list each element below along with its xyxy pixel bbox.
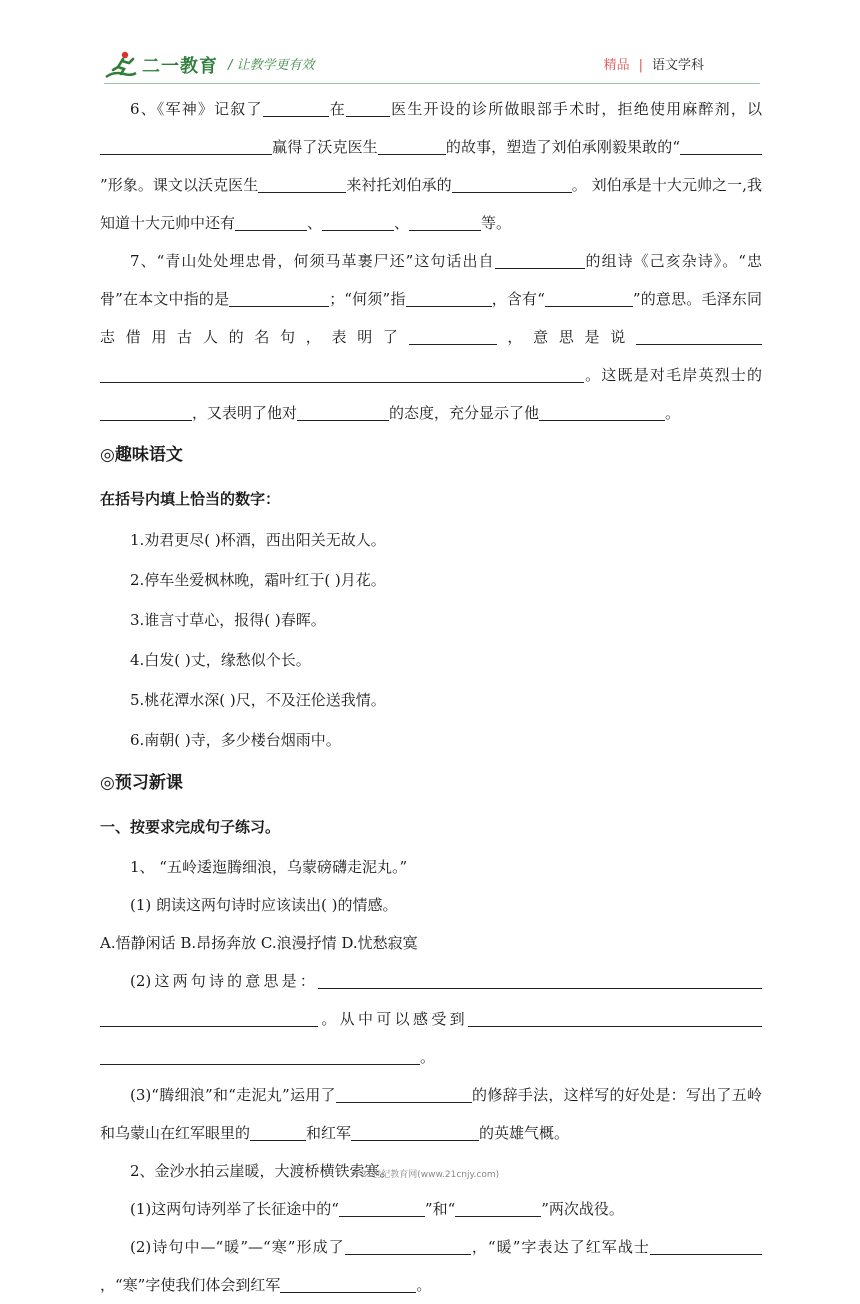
worksheet-body [100, 90, 762, 1304]
q1-3-text: 和红军 [306, 1124, 352, 1142]
preview-question-2-1 [100, 1190, 762, 1228]
q6-text: 来衬托刘伯承的 [346, 176, 452, 194]
answer-blank[interactable] [650, 1238, 762, 1255]
answer-blank[interactable] [258, 176, 346, 193]
fun-item: 1.劝君更尽( )杯酒，西出阳关无故人。 [130, 531, 386, 549]
answer-blank[interactable] [680, 138, 762, 155]
answer-blank[interactable] [297, 404, 389, 421]
q7-text: ；“何须”指 [329, 290, 406, 308]
header-separator: | [638, 58, 643, 73]
fun-item: 6.南朝( )寺，多少楼台烟雨中。 [130, 731, 341, 749]
section-title-preview: ◎预习新课 [100, 773, 183, 793]
answer-blank[interactable] [250, 1124, 306, 1141]
q2-2-text: ，“暖”字表达了红军战士 [470, 1238, 650, 1256]
q1-3-text: (3)“腾细浪”和“走泥丸”运用了 [130, 1086, 336, 1104]
q1-3-text: 的英雄气概。 [479, 1124, 570, 1142]
preview-question-1-3 [100, 1076, 762, 1152]
fun-item: 2.停车坐爱枫林晚，霜叶红于( )月花。 [130, 571, 386, 589]
q7-text: 。 [665, 404, 681, 422]
answer-blank[interactable] [452, 176, 572, 193]
page-footer: 21世纪教育网(www.21cnjy.com) [360, 1170, 500, 1180]
answer-blank[interactable] [336, 1086, 472, 1103]
q7-text: ，意思是说 [496, 328, 636, 346]
header-divider [104, 83, 760, 84]
q2-2-text: ，“寒”字使我们体会到红军 [100, 1276, 281, 1294]
answer-blank[interactable] [351, 1124, 479, 1141]
brand-logo [104, 48, 218, 82]
q6-text: 医生开设的诊所做眼部手术时，拒绝使用麻醉剂，以 [389, 100, 762, 118]
answer-blank[interactable] [100, 404, 192, 421]
answer-blank[interactable] [229, 290, 329, 307]
q7-text: ”的意思。毛泽东同志借用古人的名句，表明了 [100, 290, 763, 346]
q7-text: ，含有“ [491, 290, 545, 308]
answer-blank[interactable] [539, 404, 665, 421]
header-subject [604, 54, 704, 73]
q2-2-text: 。 [416, 1276, 432, 1294]
answer-blank[interactable] [468, 1010, 762, 1027]
answer-blank[interactable] [406, 290, 492, 307]
answer-blank[interactable] [455, 1200, 541, 1217]
q6-text: 、 [307, 214, 323, 232]
answer-blank[interactable] [100, 366, 584, 383]
q7-text: 的组诗《己亥杂诗》。“忠骨”在本文中指的是 [100, 252, 762, 308]
q7-text: 的态度，充分显示了他 [389, 404, 540, 422]
answer-blank[interactable] [100, 1048, 420, 1065]
q2-1-text: ”和“ [424, 1200, 456, 1218]
q7-text: 7、“青山处处埋忠骨，何须马革裹尸还”这句话出自 [130, 252, 495, 270]
preview-question-1-2 [100, 962, 762, 1076]
fun-item: 5.桃花潭水深( )尺，不及汪伦送我情。 [130, 691, 386, 709]
answer-blank[interactable] [409, 328, 497, 345]
section-title-fun: ◎趣味语文 [100, 445, 183, 465]
q2-1-text: (1)这两句诗列举了长征途中的“ [130, 1200, 339, 1218]
q6-text: 6、《军神》记叙了 [130, 100, 263, 118]
q6-text: 赢得了沃克医生 [272, 138, 378, 156]
logo-text: 二一教育 [142, 56, 218, 77]
q1-2-text: 。从中可以感受到 [318, 1010, 468, 1028]
answer-options: A.悟静闲话 B.昂扬奔放 C.浪漫抒情 D.忧愁寂寞 [100, 934, 418, 952]
answer-blank[interactable] [235, 214, 307, 231]
page-header [0, 0, 860, 92]
preview-question-1: 1、 “五岭逶迤腾细浪，乌蒙磅礴走泥丸。” [130, 858, 408, 876]
preview-question-2: 2、金沙水拍云崖暖，大渡桥横铁索寒。 [130, 1162, 395, 1180]
q2-2-text: (2)诗句中—“暖”—“寒”形成了 [130, 1238, 345, 1256]
q6-text: 。 刘伯承是十大元帅之一,我知道十大元帅中还有 [100, 176, 762, 232]
runner-logo-icon [104, 50, 138, 80]
q1-3-text: 的修辞手法，这样写的好处是：写出了五岭和乌蒙山在红军眼里的 [100, 1086, 762, 1142]
answer-blank[interactable] [100, 1010, 318, 1027]
answer-blank[interactable] [409, 214, 481, 231]
question-6 [100, 90, 762, 242]
q1-2-text: (2)这两句诗的意思是： [130, 972, 318, 990]
answer-blank[interactable] [263, 100, 329, 117]
answer-blank[interactable] [322, 214, 394, 231]
q6-text: 的故事，塑造了刘伯承刚毅果敢的“ [445, 138, 680, 156]
fun-item: 4.白发( )丈，缘愁似个长。 [130, 651, 311, 669]
q7-text: ，又表明了他对 [192, 404, 298, 422]
q6-text: 、 [394, 214, 410, 232]
answer-blank[interactable] [378, 138, 446, 155]
subject-label: 语文学科 [651, 58, 704, 73]
preview-question-2-2 [100, 1228, 762, 1304]
preview-question-1-1: (1) 朗读这两句诗时应该读出( )的情感。 [130, 896, 398, 914]
answer-blank[interactable] [636, 328, 762, 345]
fun-instruction: 在括号内填上恰当的数字： [100, 490, 281, 508]
fun-item: 3.谁言寸草心，报得( )春晖。 [130, 611, 326, 629]
answer-blank[interactable] [495, 252, 585, 269]
answer-blank[interactable] [545, 290, 633, 307]
q6-text: 在 [328, 100, 346, 118]
answer-blank[interactable] [100, 138, 272, 155]
q6-text: ”形象。课文以沃克医生 [100, 176, 259, 194]
question-7 [100, 242, 762, 432]
answer-blank[interactable] [280, 1276, 416, 1293]
q6-text: 等。 [481, 214, 512, 232]
preview-section-heading: 一、按要求完成句子练习。 [100, 818, 281, 836]
q2-1-text: ”两次战役。 [541, 1200, 624, 1218]
answer-blank[interactable] [318, 972, 762, 989]
slogan: / 让教学更有效 [228, 58, 315, 73]
premium-tag: 精品 [603, 58, 630, 73]
answer-blank[interactable] [346, 100, 390, 117]
q7-text: 。这既是对毛岸英烈士的 [584, 366, 762, 384]
answer-blank[interactable] [339, 1200, 425, 1217]
answer-blank[interactable] [345, 1238, 471, 1255]
q1-2-text: 。 [420, 1048, 436, 1066]
